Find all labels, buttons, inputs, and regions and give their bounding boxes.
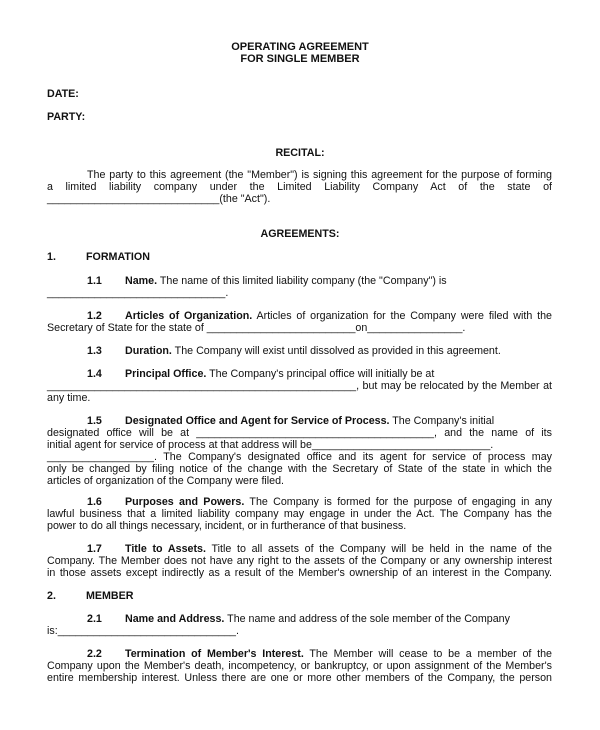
document-title-line2: FOR SINGLE MEMBER bbox=[240, 53, 360, 65]
clause-text: entire membership interest. Unless there are one or more other members of the Company, the person bbox=[47, 672, 552, 684]
section-title: MEMBER bbox=[86, 590, 134, 602]
clause-text: __________________. The Company's designated office and its agent for service of process may bbox=[47, 451, 552, 463]
clause-number: 1.1 bbox=[87, 275, 102, 287]
clause-number: 2.1 bbox=[87, 613, 102, 625]
clause-1-4 bbox=[47, 368, 552, 404]
clause-text: ______________________________. bbox=[47, 287, 229, 299]
clause-text: power to do all things necessary, incident, or in furtherance of that business. bbox=[47, 520, 407, 532]
clause-text: The Company's initial bbox=[389, 415, 495, 427]
clause-text: Articles of organization for the Company were filed with the bbox=[252, 310, 552, 322]
clause-1-6 bbox=[47, 496, 552, 532]
clause-title: Title to Assets. bbox=[125, 543, 206, 555]
clause-2-2 bbox=[47, 648, 552, 684]
clause-1-3 bbox=[47, 345, 552, 357]
clause-text: The Company will exist until dissolved as provided in this agreement. bbox=[171, 345, 501, 357]
clause-text: initial agent for service of process at that address will be______________________________. bbox=[47, 439, 494, 451]
clause-text: The name of this limited liability company (the "Company") is bbox=[157, 275, 447, 287]
clause-title: Articles of Organization. bbox=[125, 310, 253, 322]
clause-text: is:______________________________. bbox=[47, 625, 239, 637]
clause-number: 1.7 bbox=[87, 543, 102, 555]
recital-line: The party to this agreement (the "Member") is signing this agreement for the purpose of forming bbox=[87, 169, 552, 181]
clause-1-1 bbox=[47, 275, 552, 299]
section-number: 1. bbox=[47, 251, 56, 263]
clause-number: 1.6 bbox=[87, 496, 102, 508]
clause-number: 1.3 bbox=[87, 345, 102, 357]
clause-text: in those assets except indirectly as a result of the Member's ownership of an interest in the Company. bbox=[47, 567, 552, 579]
clause-2-1 bbox=[47, 613, 552, 637]
clause-text: The Member will cease to be a member of the bbox=[303, 648, 553, 660]
clause-number: 1.4 bbox=[87, 368, 102, 380]
clause-text: Company. The Member does not have any right to the assets of the Company or any ownership interest bbox=[47, 555, 552, 567]
clause-text: Company upon the Member's death, incompetency, or bankruptcy, or upon assignment of the Member's bbox=[47, 660, 552, 672]
clause-title: Name and Address. bbox=[125, 613, 225, 625]
clause-title: Termination of Member's Interest. bbox=[125, 648, 304, 660]
clause-text: designated office will be at ________________________________________, and the name of its bbox=[47, 427, 552, 439]
section-number: 2. bbox=[47, 590, 56, 602]
clause-title: Designated Office and Agent for Service of Process. bbox=[125, 415, 390, 427]
clause-text: The name and address of the sole member of the Company bbox=[224, 613, 510, 625]
clause-text: only be changed by filing notice of the change with the Secretary of State of the state in which the bbox=[47, 463, 552, 475]
clause-text: The Company's principal office will initially be at bbox=[206, 368, 435, 380]
agreements-heading: AGREEMENTS: bbox=[260, 228, 340, 240]
clause-text: Secretary of State for the state of _________________________on________________. bbox=[47, 322, 466, 334]
clause-text: any time. bbox=[47, 392, 91, 404]
clause-text: The Company is formed for the purpose of engaging in any bbox=[244, 496, 552, 508]
clause-text: ____________________________________________________, but may be relocated by the Member at bbox=[47, 380, 552, 392]
clause-title: Principal Office. bbox=[125, 368, 207, 380]
clause-title: Name. bbox=[125, 275, 158, 287]
clause-1-2 bbox=[47, 310, 552, 334]
clause-text: lawful business that a limited liability company may engage in under the Act. The Company has the bbox=[47, 508, 552, 520]
clause-number: 1.5 bbox=[87, 415, 102, 427]
recital-line: _____________________________(the "Act"). bbox=[47, 193, 271, 205]
clause-number: 2.2 bbox=[87, 648, 102, 660]
recital-line: a limited liability company under the Limited Liability Company Act of the state of bbox=[47, 181, 552, 193]
recital-heading: RECITAL: bbox=[275, 147, 325, 159]
clause-title: Duration. bbox=[125, 345, 172, 357]
clause-1-7 bbox=[47, 543, 552, 579]
section-title: FORMATION bbox=[86, 251, 150, 263]
clause-text: articles of organization of the Company were filed. bbox=[47, 475, 285, 487]
date-label: DATE: bbox=[47, 88, 79, 100]
clause-number: 1.2 bbox=[87, 310, 102, 322]
clause-1-5 bbox=[47, 415, 552, 487]
recital-paragraph bbox=[47, 169, 552, 205]
clause-text: Title to all assets of the Company will be held in the name of the bbox=[205, 543, 552, 555]
party-label: PARTY: bbox=[47, 111, 86, 123]
document-title-line1: OPERATING AGREEMENT bbox=[231, 41, 369, 53]
clause-title: Purposes and Powers. bbox=[125, 496, 245, 508]
